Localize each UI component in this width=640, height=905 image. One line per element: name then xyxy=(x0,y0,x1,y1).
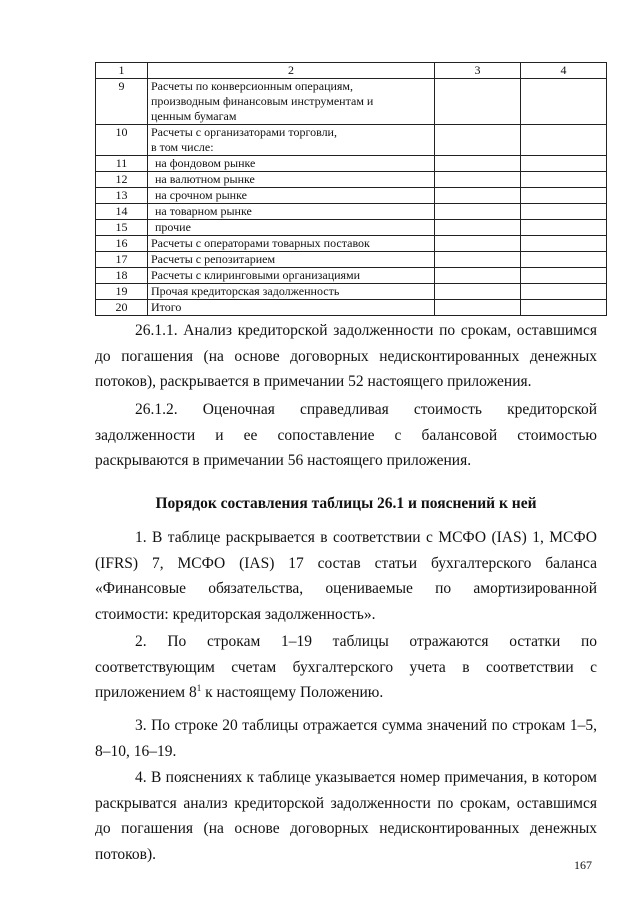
header-cell: 2 xyxy=(148,63,435,79)
paragraph-26-1-1 xyxy=(95,318,597,395)
table-row xyxy=(96,188,607,204)
paragraph-26-1-2-rest: задолженности и ее сопоставление с балансовой стоимостью раскрываются в примечании 56 настоящего приложения. xyxy=(95,426,597,469)
value-cell xyxy=(521,156,607,172)
table-row xyxy=(96,300,607,316)
row-label-line: Расчеты с организаторами торговли, xyxy=(151,125,337,139)
row-label-line: Расчеты по конверсионным операциям, xyxy=(151,79,354,93)
row-number-cell: 15 xyxy=(96,220,148,236)
row-label-cell xyxy=(148,79,435,125)
row-number-cell: 10 xyxy=(96,125,148,156)
header-cell: 4 xyxy=(521,63,607,79)
table-row xyxy=(96,284,607,300)
word: кредиторской xyxy=(507,401,597,418)
row-number-cell: 19 xyxy=(96,284,148,300)
item-2-text: 2. По строкам 1–19 таблицы отражаются остатки по соответствующим счетам бухгалтерского учета в соответствии с приложением 8 xyxy=(95,633,597,701)
word: справедливая xyxy=(299,401,389,418)
row-label-line: на товарном рынке xyxy=(155,204,252,218)
row-label-cell xyxy=(148,125,435,156)
value-cell xyxy=(521,252,607,268)
value-cell xyxy=(435,284,521,300)
value-cell xyxy=(435,268,521,284)
row-label-cell xyxy=(148,156,435,172)
paragraph-26-1-1-rest: погашения (на основе договорных недисконтированных денежных потоков), раскрывается в примечании 52 настоящего приложения. xyxy=(95,347,597,390)
table-header-row xyxy=(96,63,607,79)
row-label-cell xyxy=(148,188,435,204)
item-4 xyxy=(95,765,597,867)
item-2-superscript: 1 xyxy=(196,682,202,693)
row-label-line: Прочая кредиторская задолженность xyxy=(151,284,340,298)
item-3 xyxy=(95,713,597,764)
row-label-line: Расчеты с операторами товарных поставок xyxy=(151,236,370,250)
row-number-cell: 11 xyxy=(96,156,148,172)
value-cell xyxy=(435,79,521,125)
value-cell xyxy=(521,300,607,316)
page-number: 167 xyxy=(574,858,592,872)
value-cell xyxy=(521,79,607,125)
item-2-text-end: к настоящему Положению. xyxy=(201,684,384,701)
row-label-line: на срочном рынке xyxy=(155,188,247,202)
row-label-cell xyxy=(148,236,435,252)
table-row xyxy=(96,172,607,188)
word: 26.1.2. xyxy=(135,401,178,418)
table-body xyxy=(96,63,607,316)
paragraph-26-1-2-first-line xyxy=(95,397,597,423)
word: стоимость xyxy=(413,401,482,418)
value-cell xyxy=(435,252,521,268)
row-label-cell xyxy=(148,268,435,284)
row-label-line: производным финансовым инструментам и xyxy=(151,94,374,108)
row-number-cell: 20 xyxy=(96,300,148,316)
table-row xyxy=(96,252,607,268)
table-row xyxy=(96,204,607,220)
row-label-cell xyxy=(148,284,435,300)
table-row xyxy=(96,156,607,172)
value-cell xyxy=(521,172,607,188)
paragraph-26-1-1-first-line: 26.1.1. Анализ кредиторской задолженности по срокам, оставшимся до xyxy=(95,322,597,365)
value-cell xyxy=(435,220,521,236)
section-heading: Порядок составления таблицы 26.1 и пояснений к ней xyxy=(155,495,537,512)
value-cell xyxy=(521,284,607,300)
row-label-cell xyxy=(148,220,435,236)
table-row xyxy=(96,236,607,252)
row-label-cell xyxy=(148,172,435,188)
word: Оценочная xyxy=(202,401,275,418)
value-cell xyxy=(521,125,607,156)
value-cell xyxy=(521,236,607,252)
row-number-cell: 18 xyxy=(96,268,148,284)
value-cell xyxy=(435,172,521,188)
row-label-line: Расчеты с клиринговыми организациями xyxy=(151,268,361,282)
row-label-line: в том числе: xyxy=(151,140,214,154)
table-row xyxy=(96,125,607,156)
table-row xyxy=(96,220,607,236)
header-cell: 3 xyxy=(435,63,521,79)
row-number-cell: 9 xyxy=(96,79,148,125)
header-cell: 1 xyxy=(96,63,148,79)
table-row xyxy=(96,268,607,284)
row-number-cell: 16 xyxy=(96,236,148,252)
value-cell xyxy=(435,300,521,316)
value-cell xyxy=(521,220,607,236)
row-label-line: Итого xyxy=(151,300,182,314)
value-cell xyxy=(435,125,521,156)
item-3-text: 3. По строке 20 таблицы отражается сумма значений по строкам 1–5, 8–10, 16–19. xyxy=(95,717,597,760)
value-cell xyxy=(435,236,521,252)
item-2 xyxy=(95,629,597,706)
row-label-line: прочие xyxy=(155,220,191,234)
item-1 xyxy=(95,525,597,627)
value-cell xyxy=(521,204,607,220)
row-label-line: ценным бумагам xyxy=(151,109,237,123)
row-number-cell: 14 xyxy=(96,204,148,220)
row-label-line: Расчеты с репозитарием xyxy=(151,252,276,266)
row-label-line: на фондовом рынке xyxy=(155,156,256,170)
row-label-cell xyxy=(148,300,435,316)
accounts-payable-table xyxy=(95,62,607,316)
row-number-cell: 17 xyxy=(96,252,148,268)
row-label-line: на валютном рынке xyxy=(155,172,255,186)
value-cell xyxy=(521,188,607,204)
row-label-cell xyxy=(148,252,435,268)
row-number-cell: 13 xyxy=(96,188,148,204)
row-label-cell xyxy=(148,204,435,220)
table-row xyxy=(96,79,607,125)
value-cell xyxy=(435,188,521,204)
item-4-text: 4. В пояснениях к таблице указывается номер примечания, в котором раскрыватся анализ кредиторской задолженности по срокам, оставшимся до погашения (на основе договорных недисконтированных денежных потоков). xyxy=(95,769,597,863)
item-1-text: 1. В таблице раскрывается в соответствии с МСФО (IAS) 1, МСФО (IFRS) 7, МСФО (IAS) 17 состав статьи бухгалтерского баланса «Финансовые обязательства, оцениваемые по амортизированной стоимости: кредиторская задолженность». xyxy=(95,529,597,623)
value-cell xyxy=(521,268,607,284)
value-cell xyxy=(435,156,521,172)
value-cell xyxy=(435,204,521,220)
row-number-cell: 12 xyxy=(96,172,148,188)
paragraph-26-1-2 xyxy=(95,397,597,474)
